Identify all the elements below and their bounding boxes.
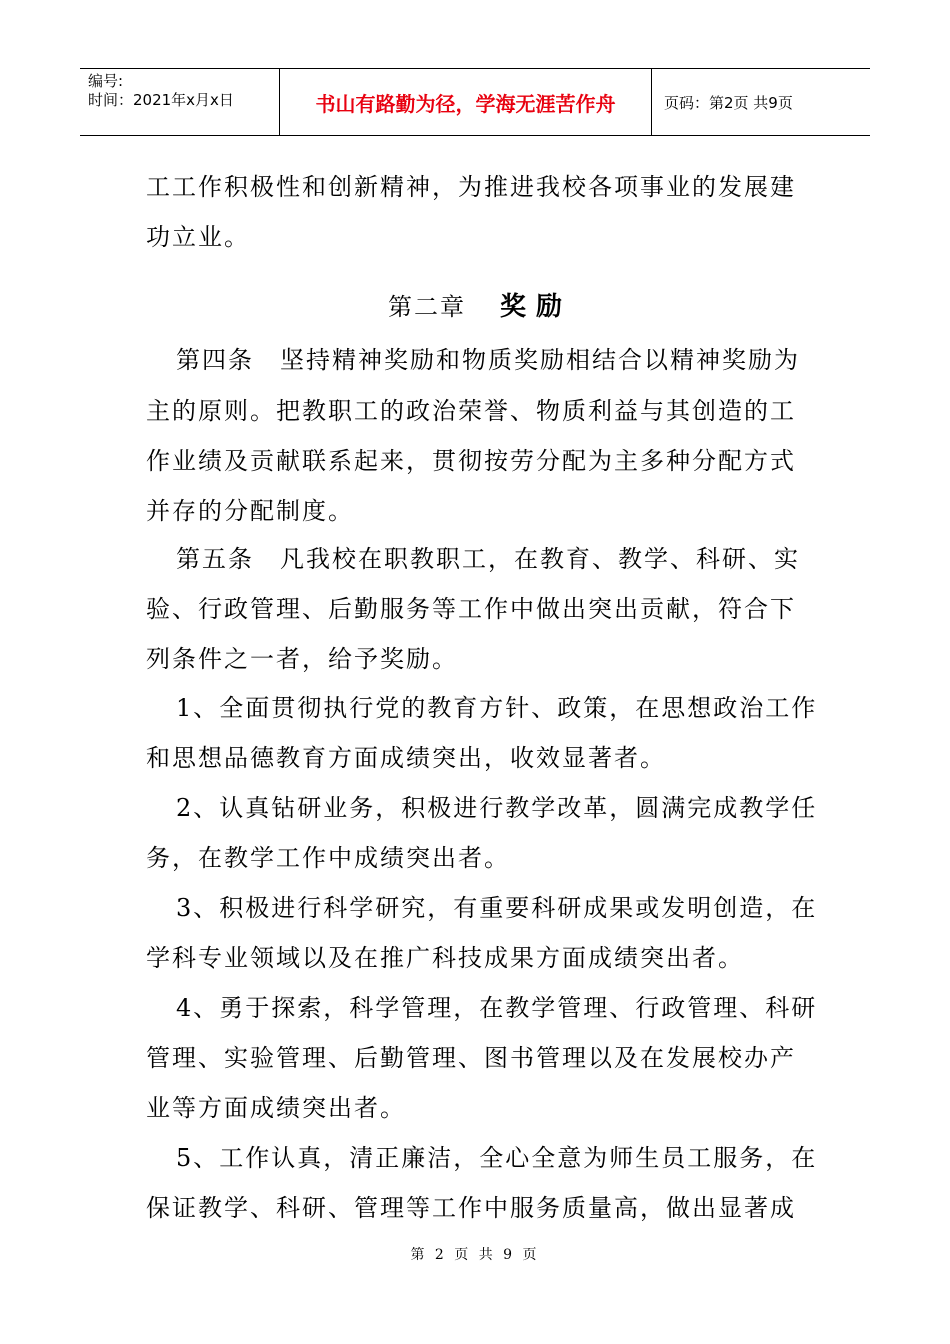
body-line: 作业绩及贡献联系起来，贯彻按劳分配为主多种分配方式 bbox=[146, 447, 796, 475]
body-line: 列条件之一者，给予奖励。 bbox=[146, 645, 458, 673]
header-page-number: 页码：第2页 共9页 bbox=[664, 93, 793, 112]
chapter-heading bbox=[388, 292, 572, 322]
body-line: 业等方面成绩突出者。 bbox=[146, 1094, 406, 1122]
header-info-cell bbox=[80, 69, 280, 135]
article-5-line: 第五条 凡我校在职教职工，在教育、教学、科研、实 bbox=[176, 545, 800, 573]
article-4-line: 第四条 坚持精神奖励和物质奖励相结合以精神奖励为 bbox=[176, 346, 800, 374]
list-item-3: 3、积极进行科学研究，有重要科研成果或发明创造，在 bbox=[176, 894, 818, 922]
list-item-2: 2、认真钻研业务，积极进行教学改革，圆满完成教学任 bbox=[176, 794, 818, 822]
list-item-4: 4、勇于探索，科学管理，在教学管理、行政管理、科研 bbox=[176, 994, 818, 1022]
document-number-label: 编号: bbox=[88, 72, 124, 90]
body-line: 学科专业领域以及在推广科技成果方面成绩突出者。 bbox=[146, 944, 744, 972]
chapter-number: 第二章 bbox=[388, 293, 466, 321]
header-motto: 书山有路勤为径，学海无涯苦作舟 bbox=[280, 69, 652, 135]
body-line: 务，在教学工作中成绩突出者。 bbox=[146, 844, 510, 872]
chapter-title: 奖励 bbox=[500, 292, 573, 322]
body-line: 验、行政管理、后勤服务等工作中做出突出贡献，符合下 bbox=[146, 595, 796, 623]
page-footer: 第 2 页 共 9 页 bbox=[410, 1247, 540, 1263]
body-line: 工工作积极性和创新精神，为推进我校各项事业的发展建 bbox=[146, 173, 796, 201]
body-line: 和思想品德教育方面成绩突出，收效显著者。 bbox=[146, 744, 666, 772]
document-date: 时间：2021年x月x日 bbox=[88, 91, 234, 109]
body-line: 并存的分配制度。 bbox=[146, 497, 354, 525]
page-header bbox=[80, 68, 870, 136]
body-line: 保证教学、科研、管理等工作中服务质量高，做出显著成 bbox=[146, 1194, 796, 1222]
body-line: 管理、实验管理、后勤管理、图书管理以及在发展校办产 bbox=[146, 1044, 796, 1072]
list-item-5: 5、工作认真，清正廉洁，全心全意为师生员工服务，在 bbox=[176, 1144, 818, 1172]
body-line: 主的原则。把教职工的政治荣誉、物质利益与其创造的工 bbox=[146, 397, 796, 425]
body-line: 功立业。 bbox=[146, 223, 250, 251]
list-item-1: 1、全面贯彻执行党的教育方针、政策，在思想政治工作 bbox=[176, 694, 818, 722]
